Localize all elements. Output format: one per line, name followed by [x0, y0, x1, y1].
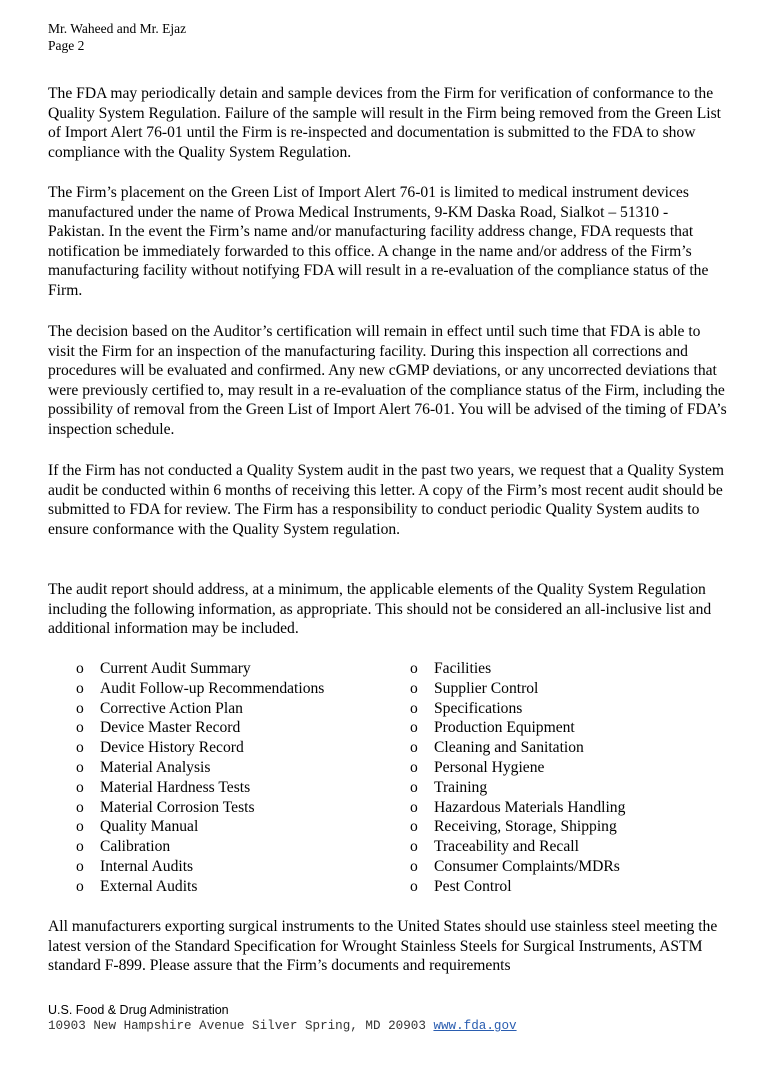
bullet-marker: o	[76, 739, 84, 757]
paragraph-quality-audit: If the Firm has not conducted a Quality System audit in the past two years, we request that a Quality System audit be conducted within 6 months of receiving this letter. A copy of the Firm’s most recent audit should be submitted to FDA for review. The Firm has a responsibility to conduct periodic Quality System audits to ensure conformance with the Quality System regulation.	[48, 462, 725, 538]
list-item-label: Production Equipment	[434, 719, 575, 737]
list-item-label: External Audits	[100, 877, 198, 895]
list-item	[410, 857, 625, 877]
bullet-marker: o	[76, 857, 84, 875]
bullet-marker: o	[410, 778, 418, 796]
bullet-marker: o	[76, 818, 84, 836]
list-item-label: Supplier Control	[434, 679, 539, 697]
page-footer	[48, 1003, 517, 1034]
bullet-marker: o	[76, 838, 84, 856]
list-item-label: Calibration	[100, 838, 171, 856]
list-item	[76, 817, 324, 837]
bullet-marker: o	[76, 798, 84, 816]
list-item	[410, 758, 625, 778]
bullet-marker: o	[76, 758, 84, 776]
fda-website-link[interactable]: www.fda.gov	[433, 1019, 517, 1033]
list-item	[76, 877, 324, 897]
list-item-label: Audit Follow-up Recommendations	[100, 679, 325, 697]
bullet-marker: o	[410, 838, 418, 856]
list-item	[410, 718, 625, 738]
list-item	[76, 738, 324, 758]
list-item-label: Material Corrosion Tests	[100, 798, 255, 816]
list-item-label: Receiving, Storage, Shipping	[434, 818, 617, 836]
list-item	[76, 659, 324, 679]
list-item-label: Facilities	[434, 660, 492, 677]
list-item	[410, 817, 625, 837]
recipients-line: Mr. Waheed and Mr. Ejaz	[48, 21, 187, 36]
paragraph-audit-report: The audit report should address, at a minimum, the applicable elements of the Quality System Regulation including the following information, as appropriate. This should not be considered an all-inclusive list and additional information may be included.	[48, 581, 712, 638]
list-item-label: Quality Manual	[100, 818, 199, 836]
footer-address-line	[48, 1018, 517, 1034]
page-header	[48, 20, 186, 54]
list-item	[76, 679, 324, 699]
bullet-marker: o	[410, 699, 418, 717]
list-item	[76, 778, 324, 798]
list-item-label: Current Audit Summary	[100, 660, 251, 677]
bullet-marker: o	[76, 877, 84, 895]
list-item	[76, 699, 324, 719]
list-item	[76, 857, 324, 877]
list-item-label: Training	[434, 778, 488, 796]
list-item-label: Personal Hygiene	[434, 758, 545, 776]
bullet-marker: o	[410, 877, 418, 895]
list-column-right	[410, 659, 625, 897]
bullet-marker: o	[76, 679, 84, 697]
list-item	[410, 738, 625, 758]
list-item	[410, 877, 625, 897]
list-item-label: Material Hardness Tests	[100, 778, 251, 796]
list-item-label: Corrective Action Plan	[100, 699, 243, 717]
paragraph-auditor-certification: The decision based on the Auditor’s certification will remain in effect until such time that FDA is able to visit the Firm for an inspection of the manufacturing facility. During this inspection all corrections and procedures will be evaluated and confirmed. Any new cGMP deviations, or any uncorrected deviations that were previously certified to, may result in a re-evaluation of the compliance status of the Firm, including the possibility of removal from the Green List of Import Alert 76-01. You will be advised of the timing of FDA’s inspection schedule.	[48, 323, 727, 438]
footer-address: 10903 New Hampshire Avenue Silver Spring, MD 20903	[48, 1019, 426, 1033]
bullet-marker: o	[410, 798, 418, 816]
bullet-marker: o	[410, 818, 418, 836]
list-item	[410, 699, 625, 719]
bullet-marker: o	[410, 758, 418, 776]
bullet-marker: o	[76, 699, 84, 717]
bullet-marker: o	[410, 679, 418, 697]
bullet-marker: o	[76, 778, 84, 796]
list-item-label: Material Analysis	[100, 758, 211, 776]
paragraph-sampling: The FDA may periodically detain and sample devices from the Firm for verification of conformance to the Quality System Regulation. Failure of the sample will result in the Firm being removed from the Green List of Import Alert 76-01 until the Firm is re-inspected and documentation is submitted to the FDA to show compliance with the Quality System Regulation.	[48, 85, 721, 161]
list-item	[76, 718, 324, 738]
list-item	[410, 679, 625, 699]
bullet-marker: o	[410, 739, 418, 757]
paragraph-green-list: The Firm’s placement on the Green List of Import Alert 76-01 is limited to medical instrument devices manufactured under the name of Prowa Medical Instruments, 9-KM Daska Road, Sialkot – 51310 - Pakistan. In the event the Firm’s name and/or manufacturing facility address change, FDA requests that notification be immediately forwarded to this office. A change in the name and/or address of the Firm’s manufacturing facility without notifying FDA will result in a re-evaluation of the compliance status of the Firm.	[48, 184, 709, 299]
list-item-label: Device History Record	[100, 739, 244, 757]
bullet-marker: o	[76, 719, 84, 737]
list-item	[410, 659, 625, 679]
list-item-label: Hazardous Materials Handling	[434, 798, 626, 816]
footer-org: U.S. Food & Drug Administration	[48, 1003, 229, 1017]
list-item	[76, 758, 324, 778]
bullet-marker: o	[410, 719, 418, 737]
bullet-marker: o	[410, 857, 418, 875]
list-item-label: Device Master Record	[100, 719, 241, 737]
list-item-label: Internal Audits	[100, 857, 194, 875]
list-item-label: Cleaning and Sanitation	[434, 739, 584, 757]
list-item	[410, 837, 625, 857]
list-item	[76, 798, 324, 818]
list-item	[410, 798, 625, 818]
bullet-marker: o	[410, 660, 418, 677]
list-item-label: Traceability and Recall	[434, 838, 579, 856]
bullet-marker: o	[76, 660, 84, 677]
list-item	[76, 837, 324, 857]
list-item-label: Consumer Complaints/MDRs	[434, 857, 620, 875]
list-column-left	[76, 659, 324, 897]
list-item-label: Specifications	[434, 699, 523, 717]
page-number: Page 2	[48, 38, 85, 53]
list-item-label: Pest Control	[434, 877, 512, 895]
list-item	[410, 778, 625, 798]
paragraph-stainless-steel: All manufacturers exporting surgical instruments to the United States should use stainless steel meeting the latest version of the Standard Specification for Wrought Stainless Steels for Surgical Instruments, ASTM standard F-899. Please assure that the Firm’s documents and requirements	[48, 918, 718, 975]
